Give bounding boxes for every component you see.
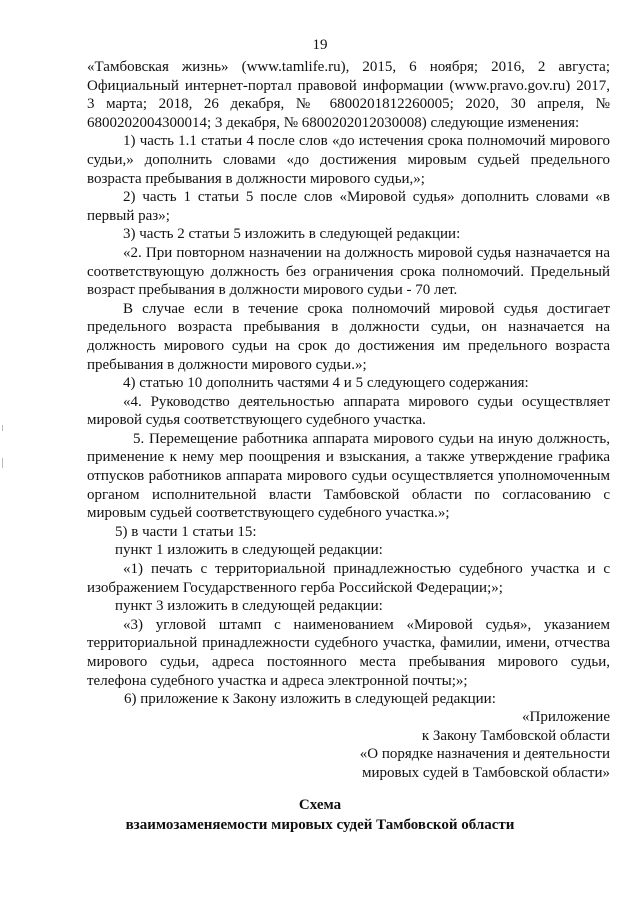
appendix-line: мировых судей в Тамбовской области»: [361, 764, 610, 781]
appendix-line: «О порядке назначения и деятельности: [359, 746, 610, 763]
paragraph-quote-2: «2. При повторном назначении на должность мировой судья назначается на соответствующую должность без ограничения срока полномочий. Предельный возраст пребывания в должности мирового судьи - 70 лет.: [87, 244, 610, 299]
appendix-line: «Приложение: [521, 709, 610, 725]
paragraph-item-6: 6) приложение к Закону изложить в следующей редакции:: [124, 691, 496, 708]
schema-title: Схема: [298, 797, 342, 813]
body-text: [87, 58, 610, 709]
paragraph-sources: «Тамбовская жизнь» (www.tamlife.ru), 2015, 6 ноября; 2016, 2 августа; Официальный интернет-портал правовой информации (www.pravo.gov.ru) 2017, 3 марта; 2018, 26 декабря, № 6800201812260005; 2020, 30 апреля, № 6800202004300014; 3 декабря, № 6800202012030008) следующие изменения:: [87, 59, 610, 131]
paragraph-quote-5: 5. Перемещение работника аппарата мирового судьи на иную должность, применение к нему мер поощрения и взыскания, а также утверждение графика отпусков работников аппарата мирового судьи осуществляется уполномоченным органом исполнительной власти Тамбовской области по согласованию с мировым судьей соответствующего судебного участка.»;: [87, 430, 610, 522]
paragraph-quote-2-cont: В случае если в течение срока полномочий мировой судья достигает предельного возраста пребывания в должности судьи, он назначается на должность мирового судьи на срок до достижения им предельного возраста пребывания в должности мирового судьи.»;: [87, 300, 610, 373]
paragraph-item-4: 4) статью 10 дополнить частями 4 и 5 следующего содержания:: [123, 375, 529, 392]
paragraph-item-3: 3) часть 2 статьи 5 изложить в следующей редакции:: [123, 226, 461, 243]
appendix-line: к Закону Тамбовской области: [421, 727, 610, 744]
appendix-header: [330, 708, 610, 782]
scan-margin-mark: [2, 458, 3, 468]
paragraph-quote-point-3: «3) угловой штамп с наименованием «Мировой судья», указанием территориальной принадлежности судебного участка, фамилии, имени, отчества мирового судьи, адреса постоянного места пребывания мирового судьи, телефона судебного участка и адреса электронной почты;»;: [87, 616, 610, 689]
paragraph-point-3: пункт 3 изложить в следующей редакции:: [115, 598, 383, 615]
scan-margin-mark: [2, 425, 3, 431]
paragraph-item-1: 1) часть 1.1 статьи 4 после слов «до истечения срока полномочий мирового судьи,» дополнить словами «до достижения мировым судьей предельного возраста пребывания в должности мирового судьи,»;: [87, 133, 610, 187]
paragraph-quote-point-1: «1) печать с территориальной принадлежностью судебного участка и с изображением Государственного герба Российской Федерации;»;: [87, 561, 610, 596]
paragraph-quote-4: «4. Руководство деятельностью аппарата мирового судьи осуществляет мировой судья соответствующего судебного участка.: [87, 393, 610, 429]
page-number: 19: [312, 37, 328, 53]
paragraph-item-2: 2) часть 1 статьи 5 после слов «Мировой судья» дополнить словами «в первый раз»;: [87, 189, 610, 224]
schema-subtitle: взаимозаменяемости мировых судей Тамбовской области: [125, 817, 515, 833]
paragraph-item-5: 5) в части 1 статьи 15:: [115, 523, 257, 540]
paragraph-point-1: пункт 1 изложить в следующей редакции:: [115, 542, 383, 559]
